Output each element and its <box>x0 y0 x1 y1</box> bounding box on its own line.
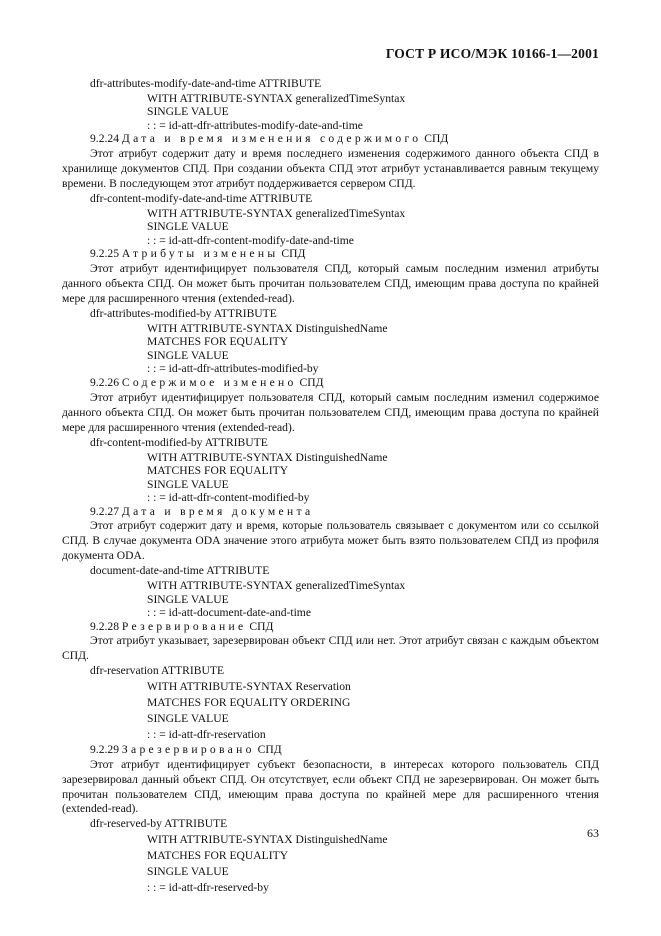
section-number: 9.2.28 <box>90 619 119 633</box>
section-title: Дата и время изменения содержимого <box>121 132 422 146</box>
syntax-line: WITH ATTRIBUTE-SYNTAX generalizedTimeSyntax <box>147 579 406 593</box>
definition-body <box>62 92 599 133</box>
section-title: Дата и время документа <box>121 504 314 518</box>
running-header: ГОСТ Р ИСО/МЭК 10166-1—2001 <box>385 46 599 61</box>
section-heading <box>62 247 599 262</box>
section-heading <box>62 505 599 520</box>
section-paragraph: Этот атрибут содержит дату и время последнего изменения содержимого данного объекта СПД в хранилище документов СПД. При создании объекта СПД этот атрибут устанавливается равным текущему времени. В последующем этот атрибут поддерживается сервером СПД. <box>62 147 599 191</box>
value-line: SINGLE VALUE <box>147 711 229 725</box>
definition-line: dfr-content-modified-by ATTRIBUTE <box>90 435 268 449</box>
section-number: 9.2.24 <box>90 132 119 146</box>
value-line: SINGLE VALUE <box>147 865 229 879</box>
section-title-abbr: СПД <box>424 132 449 146</box>
definition-line: dfr-content-modify-date-and-time ATTRIBUTE <box>90 192 313 206</box>
section-title-abbr: СПД <box>249 619 274 633</box>
section-9-2-26 <box>62 376 599 505</box>
identifier-line: : : = id-att-dfr-content-modify-date-and-time <box>147 233 354 247</box>
definition-body <box>62 679 599 743</box>
identifier-line: : : = id-att-dfr-reserved-by <box>147 880 269 894</box>
value-line: SINGLE VALUE <box>147 220 229 234</box>
section-heading <box>62 620 599 635</box>
section-paragraph: Этот атрибут указывает, зарезервирован объект СПД или нет. Этот атрибут связан с каждым объектом СПД. <box>62 634 599 663</box>
section-9-2-25 <box>62 247 599 376</box>
matches-line: MATCHES FOR EQUALITY <box>147 849 289 863</box>
identifier-line: : : = id-att-dfr-attributes-modify-date-and-time <box>147 118 363 132</box>
matches-line: MATCHES FOR EQUALITY <box>147 335 289 349</box>
section-title-abbr: СПД <box>299 375 324 389</box>
definition-body <box>62 451 599 505</box>
definition-line: dfr-reservation ATTRIBUTE <box>90 664 225 678</box>
section-number: 9.2.25 <box>90 247 119 261</box>
value-line: SINGLE VALUE <box>147 105 229 119</box>
section-9-2-27 <box>62 505 599 620</box>
page-number: 63 <box>587 826 599 840</box>
syntax-line: WITH ATTRIBUTE-SYNTAX DistinguishedName <box>147 321 388 335</box>
identifier-line: : : = id-att-dfr-attributes-modified-by <box>147 362 319 376</box>
section-paragraph: Этот атрибут содержит дату и время, которые пользователь связывает с документом или со ссылкой СПД. В случае документа ODA значение этого атрибута может быть взято пользователем СПД из профиля документа ODA. <box>62 519 599 563</box>
definition-line: dfr-attributes-modify-date-and-time ATTRIBUTE <box>90 77 322 90</box>
syntax-line: WITH ATTRIBUTE-SYNTAX Reservation <box>147 680 351 694</box>
definition-body <box>62 832 599 896</box>
section-paragraph: Этот атрибут идентифицирует субъект безопасности, в интересах которого пользователь СПД зарезервировал данный объект СПД. Он отсутствует, если объект СПД не зарезервирован. Он может быть прочитан пользователем СПД, имеющим права доступа по крайней мере для расширенного чтения (extended-read). <box>62 757 599 816</box>
definition-line: document-date-and-time ATTRIBUTE <box>90 564 270 578</box>
definition-body <box>62 322 599 376</box>
syntax-line: WITH ATTRIBUTE-SYNTAX DistinguishedName <box>147 450 388 464</box>
definition-body <box>62 579 599 620</box>
page-content <box>62 77 599 896</box>
section-heading <box>62 376 599 391</box>
syntax-line: WITH ATTRIBUTE-SYNTAX generalizedTimeSyntax <box>147 91 406 105</box>
identifier-line: : : = id-att-dfr-content-modified-by <box>147 491 310 504</box>
section-heading <box>62 743 599 758</box>
section-title: Атрибуты изменены <box>121 247 279 261</box>
section-number: 9.2.26 <box>90 375 119 389</box>
syntax-line: WITH ATTRIBUTE-SYNTAX generalizedTimeSyntax <box>147 206 406 220</box>
matches-line: MATCHES FOR EQUALITY ORDERING <box>147 696 351 710</box>
syntax-line: WITH ATTRIBUTE-SYNTAX DistinguishedName <box>147 833 388 847</box>
section-9-2-29 <box>62 743 599 896</box>
identifier-line: : : = id-att-document-date-and-time <box>147 606 311 620</box>
section-title-abbr: СПД <box>281 247 306 261</box>
matches-line: MATCHES FOR EQUALITY <box>147 464 289 477</box>
attribute-definition-attributes-modify-date <box>62 77 599 132</box>
section-paragraph: Этот атрибут идентифицирует пользователя СПД, который самым последним изменил атрибуты данного объекта СПД. Он может быть прочитан пользователем СПД, имеющим права доступа по крайней мере для расширенного чтения (extended-read). <box>62 262 599 306</box>
section-number: 9.2.29 <box>90 742 119 756</box>
section-title: Содержимое изменено <box>121 375 297 389</box>
definition-body <box>62 207 599 248</box>
section-9-2-28 <box>62 620 599 743</box>
definition-line: dfr-attributes-modified-by ATTRIBUTE <box>90 307 277 321</box>
section-paragraph: Этот атрибут идентифицирует пользователя СПД, который самым последним изменил содержимое данного объекта СПД. Он может быть прочитан пользователем СПД, имеющим права доступа по крайней мере для расширенного чтения (extended-read). <box>62 390 599 434</box>
section-title: Зарезервировано <box>121 742 255 756</box>
identifier-line: : : = id-att-dfr-reservation <box>147 727 266 741</box>
section-title-abbr: СПД <box>257 742 282 756</box>
section-title: Резервирование <box>121 619 247 633</box>
section-9-2-24 <box>62 132 599 247</box>
definition-line: dfr-reserved-by ATTRIBUTE <box>90 817 228 831</box>
value-line: SINGLE VALUE <box>147 592 229 606</box>
section-heading <box>62 132 599 147</box>
section-number: 9.2.27 <box>90 504 119 518</box>
value-line: SINGLE VALUE <box>147 477 229 491</box>
value-line: SINGLE VALUE <box>147 348 229 362</box>
